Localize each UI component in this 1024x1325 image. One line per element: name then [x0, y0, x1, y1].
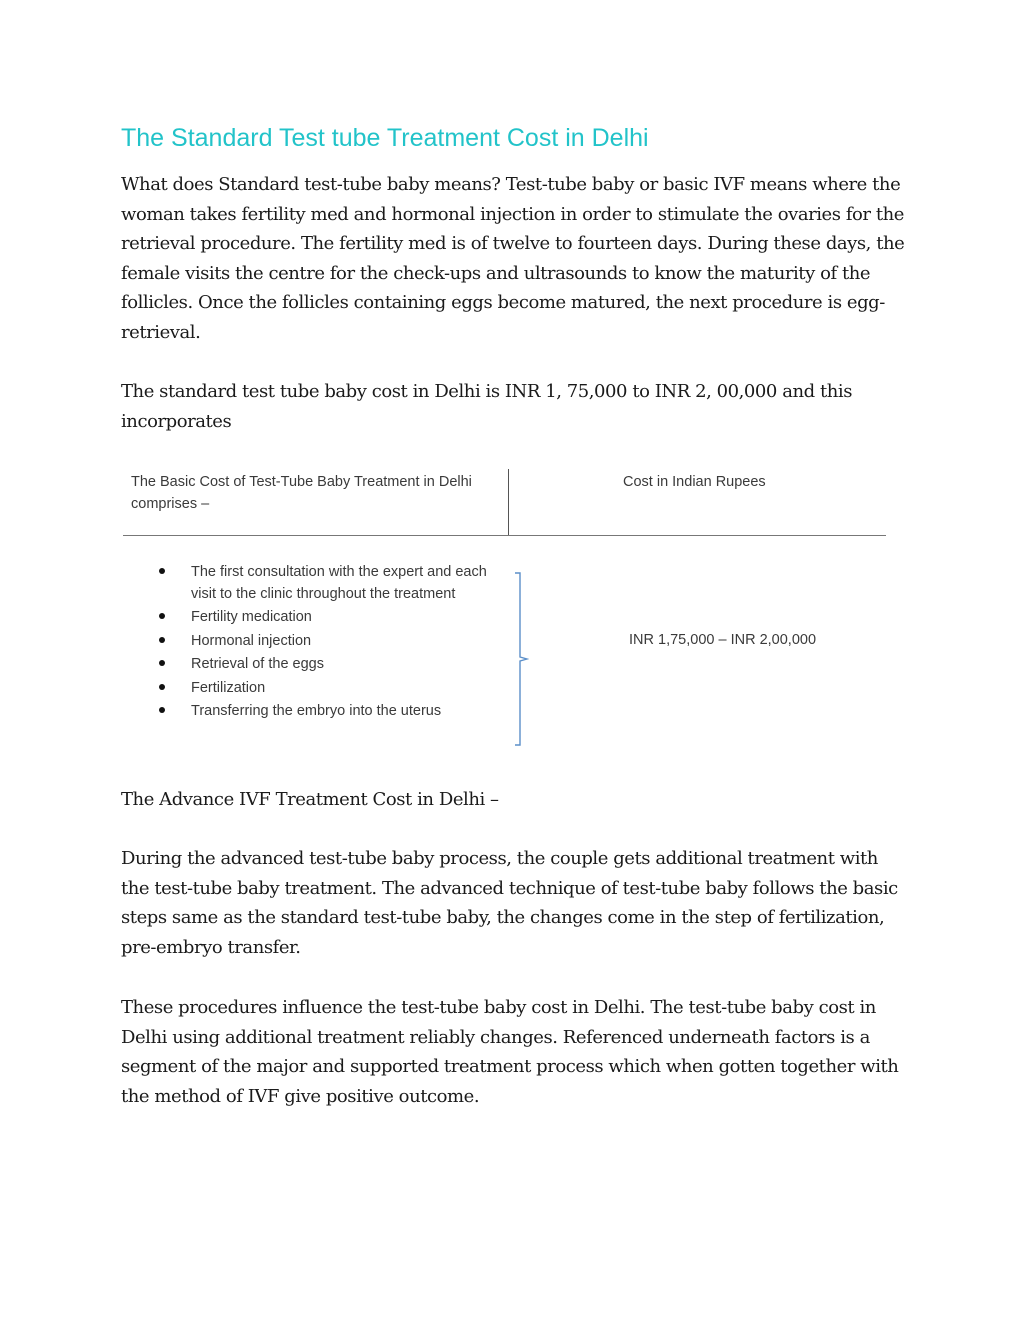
cost-paragraph: The standard test tube baby cost in Delhi is INR 1, 75,000 to INR 2, 00,000 and this incorporates	[121, 381, 852, 432]
page-title: The Standard Test tube Treatment Cost in Delhi	[121, 124, 649, 152]
bullet-icon	[159, 684, 165, 690]
cost-value: INR 1,75,000 – INR 2,00,000	[629, 632, 817, 648]
table-header-left: The Basic Cost of Test-Tube Baby Treatment in Delhi comprises –	[131, 474, 472, 512]
list-item-label: Retrieval of the eggs	[191, 656, 324, 673]
list-item	[121, 606, 501, 628]
list-item-label: Fertilization	[191, 679, 266, 696]
list-item-label: The first consultation with the expert and each visit to the clinic throughout the treatment	[191, 564, 487, 602]
bullet-icon	[159, 568, 165, 574]
bullet-icon	[159, 613, 165, 619]
included-items-list	[121, 561, 501, 723]
list-item-label: Hormonal injection	[191, 632, 312, 649]
table-row-divider	[123, 535, 886, 536]
intro-paragraph: What does Standard test-tube baby means? Test-tube baby or basic IVF means where the woman takes fertility med and hormonal injection in order to stimulate the ovaries for the retrieval procedure. The fertility med is of twelve to fourteen days. During these days, the female visits the centre for the check-ups and ultrasounds to know the maturity of the follicles. Once the follicles containing eggs become matured, the next procedure is egg-retrieval.	[121, 174, 905, 343]
bullet-icon	[159, 707, 165, 713]
cost-table-image	[121, 466, 887, 750]
list-item	[121, 677, 501, 699]
list-item	[121, 653, 501, 675]
bullet-icon	[159, 637, 165, 643]
advance-paragraph: During the advanced test-tube baby process, the couple gets additional treatment with the test-tube baby treatment. The advanced technique of test-tube baby follows the basic steps same as the standard test-tube baby, the changes come in the step of fertilization, pre-embryo transfer.	[121, 848, 898, 958]
list-item	[121, 561, 501, 605]
brace-icon	[513, 571, 529, 747]
list-item-label: Fertility medication	[191, 609, 312, 626]
bullet-icon	[159, 660, 165, 666]
table-column-divider	[508, 469, 509, 535]
influence-paragraph: These procedures influence the test-tube baby cost in Delhi. The test-tube baby cost in Delhi using additional treatment reliably changes. Referenced underneath factors is a segment of the major and supported treatment process which when gotten together with the method of IVF give positive outcome.	[121, 997, 899, 1107]
list-item	[121, 630, 501, 652]
advance-title: The Advance IVF Treatment Cost in Delhi –	[121, 789, 499, 810]
list-item	[121, 700, 501, 722]
list-item-label: Transferring the embryo into the uterus	[191, 702, 442, 719]
table-header-right: Cost in Indian Rupees	[623, 474, 766, 490]
